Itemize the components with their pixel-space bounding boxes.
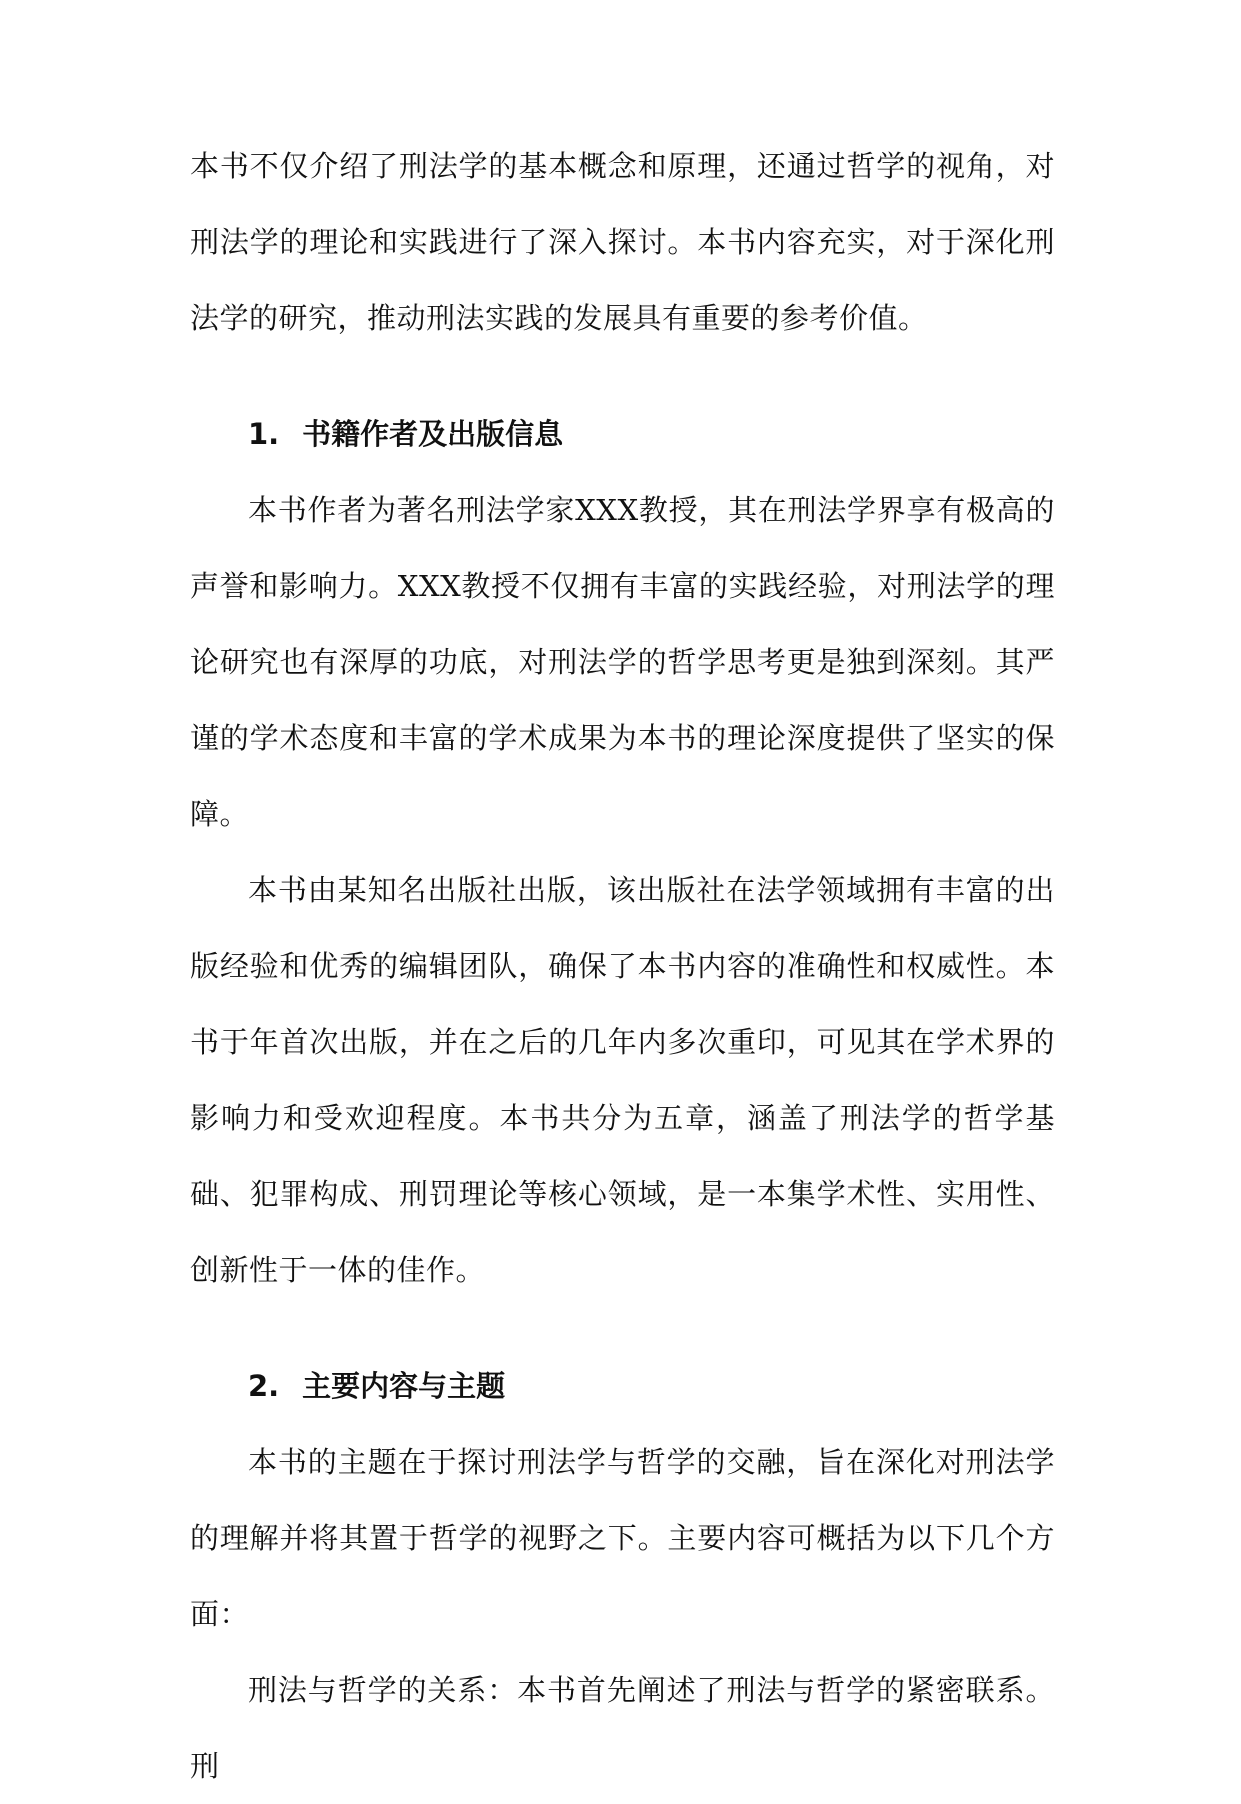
theme-paragraph: 本书的主题在于探讨刑法学与哲学的交融，旨在深化对刑法学的理解并将其置于哲学的视野之下。主要内容可概括为以下几个方面： <box>190 1445 1055 1631</box>
publisher-paragraph: 本书由某知名出版社出版，该出版社在法学领域拥有丰富的出版经验和优秀的编辑团队，确保了本书内容的准确性和权威性。本书于年首次出版，并在之后的几年内多次重印，可见其在学术界的影响力和受欢迎程度。本书共分为五章，涵盖了刑法学的哲学基础、犯罪构成、刑罚理论等核心领域，是一本集学术性、实用性、创新性于一体的佳作。 <box>190 873 1055 1287</box>
spacer <box>190 1308 1055 1348</box>
content-paragraph: 刑法与哲学的关系：本书首先阐述了刑法与哲学的紧密联系。刑 <box>190 1673 1055 1783</box>
section-title: 书籍作者及出版信息 <box>302 417 564 451</box>
section-title: 主要内容与主题 <box>302 1369 506 1403</box>
section-number: 1. <box>248 417 280 451</box>
section-heading-2 <box>190 1348 1055 1424</box>
spacer <box>190 356 1055 396</box>
author-paragraph: 本书作者为著名刑法学家XXX教授，其在刑法学界享有极高的声誉和影响力。XXX教授不仅拥有丰富的实践经验，对刑法学的理论研究也有深厚的功底，对刑法学的哲学思考更是独到深刻。其严谨的学术态度和丰富的学术成果为本书的理论深度提供了坚实的保障。 <box>190 493 1055 831</box>
section-number: 2. <box>248 1369 280 1403</box>
document-page <box>190 128 1055 1804</box>
intro-paragraph: 本书不仅介绍了刑法学的基本概念和原理，还通过哲学的视角，对刑法学的理论和实践进行了深入探讨。本书内容充实，对于深化刑法学的研究，推动刑法实践的发展具有重要的参考价值。 <box>190 149 1055 335</box>
section-heading-1 <box>190 396 1055 472</box>
